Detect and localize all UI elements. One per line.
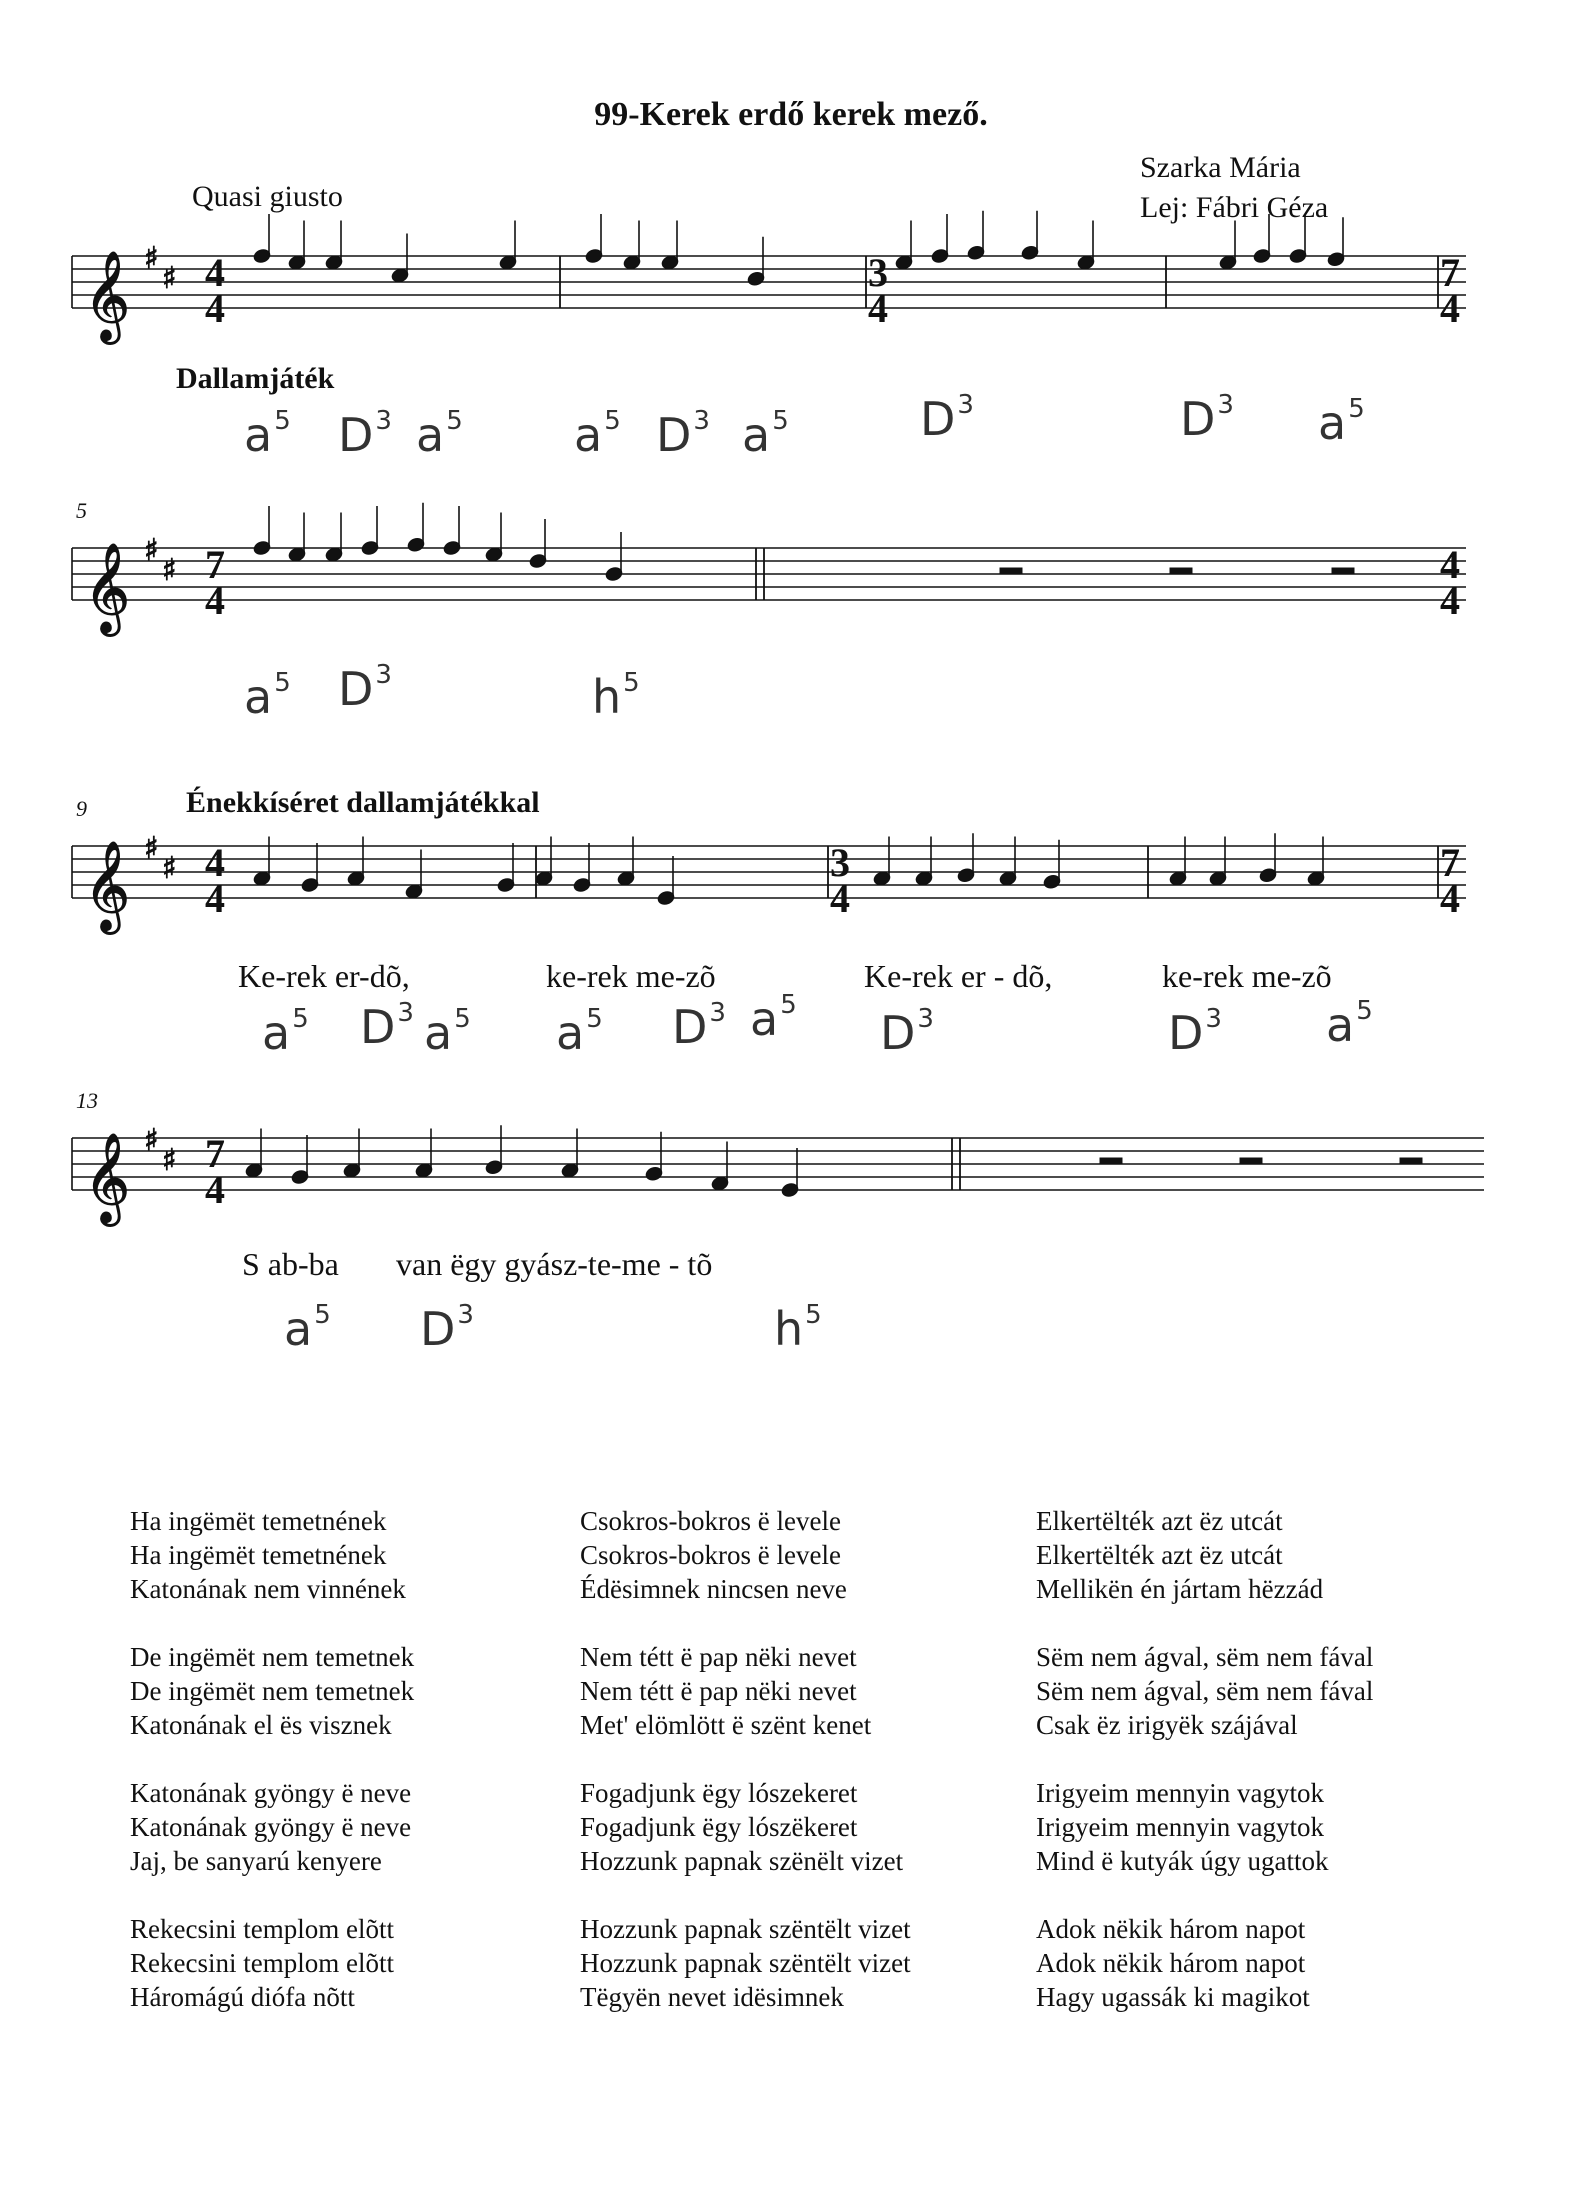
verse-line: Fogadjunk ëgy lószëkeret — [580, 1812, 858, 1842]
time-sig-den: 4 — [205, 578, 225, 623]
chord-mark: $a^5$ — [750, 990, 797, 1046]
chord-mark: $D^3$ — [338, 660, 392, 716]
whole-rest-icon — [1400, 1158, 1422, 1164]
chord-mark: $D^3$ — [338, 406, 392, 462]
section-heading-enekkiseret: Énekkíséret dallamjátékkal — [186, 786, 540, 819]
whole-rest-icon — [1000, 568, 1022, 574]
verse-line: Csokros-bokros ë levele — [580, 1506, 841, 1536]
chord-mark: $D^3$ — [1168, 1004, 1222, 1060]
verse-line: Nem tétt ë pap nëki nevet — [580, 1642, 857, 1672]
treble-clef-icon: 𝄞 — [84, 841, 131, 931]
time-sig-den: 4 — [1440, 578, 1460, 623]
verse-block — [130, 1640, 414, 1742]
chord-mark: $D^3$ — [672, 998, 726, 1054]
sharp-icon: ♯ — [144, 533, 159, 568]
chord-mark: $D^3$ — [1180, 390, 1234, 446]
time-sig-num: 4 — [205, 250, 225, 295]
time-sig-num: 4 — [205, 840, 225, 885]
verse-line: Katonának nem vinnének — [130, 1574, 406, 1604]
verse-line: Hozzunk papnak szëntëlt vizet — [580, 1948, 911, 1978]
time-sig-num: 4 — [1440, 542, 1460, 587]
verse-line: Elkertëlték azt ëz utcát — [1036, 1540, 1283, 1570]
sharp-icon: ♯ — [144, 831, 159, 866]
time-sig-num: 3 — [868, 250, 888, 295]
verse-block — [130, 1504, 406, 1606]
sharp-icon: ♯ — [144, 1123, 159, 1158]
verse-block — [130, 1912, 394, 2014]
chord-mark: $a^5$ — [424, 1004, 471, 1060]
lyric-line: ke-rek me-zõ — [546, 958, 716, 994]
verse-line: De ingëmët nem temetnek — [130, 1676, 415, 1706]
verse-line: Katonának gyöngy ë neve — [130, 1778, 412, 1808]
page-title: 99-Kerek erdő kerek mező. — [594, 96, 988, 133]
chord-mark: $h^5$ — [774, 1300, 822, 1356]
verse-line: Tëgyën nevet idësimnek — [580, 1982, 844, 2012]
time-sig-den: 4 — [205, 876, 225, 921]
verse-line: Ha ingëmët temetnének — [130, 1540, 387, 1570]
time-sig-num: 7 — [205, 542, 225, 587]
sharp-icon: ♯ — [162, 553, 177, 588]
verse-line: Mind ë kutyák úgy ugattok — [1036, 1846, 1329, 1876]
verse-line: Irigyeim mennyin vagytok — [1036, 1778, 1324, 1808]
chord-mark: $a^5$ — [416, 406, 463, 462]
chord-mark: $a^5$ — [556, 1004, 603, 1060]
sharp-icon: ♯ — [162, 851, 177, 886]
measure-number: 9 — [76, 796, 87, 821]
treble-clef-icon: 𝄞 — [84, 543, 131, 633]
sharp-icon: ♯ — [144, 241, 159, 276]
time-sig-num: 7 — [205, 1131, 225, 1176]
chord-mark: $a^5$ — [262, 1004, 309, 1060]
whole-rest-icon — [1240, 1158, 1262, 1164]
chord-mark: $D^3$ — [360, 998, 414, 1054]
lyric-line: Ke-rek er-dõ, — [238, 958, 410, 994]
chord-mark: $D^3$ — [920, 390, 974, 446]
chord-mark: $a^5$ — [1326, 996, 1373, 1052]
lyric-line: Ke-rek er - dõ, — [864, 958, 1053, 994]
whole-rest-icon — [1170, 568, 1192, 574]
verse-block — [580, 1504, 847, 1606]
chord-mark: $a^5$ — [244, 668, 291, 724]
chord-mark: $a^5$ — [284, 1300, 331, 1356]
lyric-line: ke-rek me-zõ — [1162, 958, 1332, 994]
time-sig-den: 4 — [205, 1167, 225, 1212]
sharp-icon: ♯ — [162, 261, 177, 296]
melody-credit: Lej: Fábri Géza — [1140, 191, 1329, 224]
verse-line: Adok nëkik három napot — [1036, 1914, 1306, 1944]
verse-block — [580, 1912, 911, 2014]
verse-line: Adok nëkik három napot — [1036, 1948, 1306, 1978]
lyric-line: S ab-ba — [242, 1246, 339, 1282]
time-sig-num: 7 — [1440, 840, 1460, 885]
verse-line: Katonának gyöngy ë neve — [130, 1812, 412, 1842]
verse-block — [130, 1776, 411, 1878]
time-sig-num: 3 — [830, 840, 850, 885]
verse-block — [1036, 1912, 1310, 2014]
time-sig-group — [205, 250, 1460, 1212]
chord-mark: $D^3$ — [420, 1300, 474, 1356]
verse-line: Sëm nem ágval, sëm nem fával — [1036, 1642, 1374, 1672]
verse-line: Hozzunk papnak szëntëlt vizet — [580, 1914, 911, 1944]
chord-mark: $a^5$ — [742, 406, 789, 462]
time-sig-den: 4 — [830, 876, 850, 921]
verse-line: Irigyeim mennyin vagytok — [1036, 1812, 1324, 1842]
measure-number: 5 — [76, 498, 87, 523]
author-name: Szarka Mária — [1140, 151, 1301, 184]
verse-line: Fogadjunk ëgy lószekeret — [580, 1778, 858, 1808]
measure-number: 13 — [76, 1088, 98, 1113]
verse-block — [580, 1776, 903, 1878]
verse-line: Csak ëz irigyëk szájával — [1036, 1710, 1298, 1740]
time-sig-den: 4 — [1440, 876, 1460, 921]
chord-mark: $D^3$ — [656, 406, 710, 462]
verse-line: Sëm nem ágval, sëm nem fával — [1036, 1676, 1374, 1706]
verse-line: Met' elömlött ë szënt kenet — [580, 1710, 872, 1740]
chord-mark: $D^3$ — [880, 1004, 934, 1060]
chord-mark: $a^5$ — [574, 406, 621, 462]
chord-mark: $h^5$ — [592, 668, 640, 724]
verse-line: Nem tétt ë pap nëki nevet — [580, 1676, 857, 1706]
section-heading-dallamjatek: Dallamjáték — [176, 362, 335, 395]
verse-block — [1036, 1504, 1323, 1606]
verse-line: Katonának el ës visznek — [130, 1710, 392, 1740]
sharp-icon: ♯ — [162, 1143, 177, 1178]
verse-line: Jaj, be sanyarú kenyere — [130, 1846, 382, 1876]
treble-clef-icon: 𝄞 — [84, 1133, 131, 1223]
time-sig-den: 4 — [205, 286, 225, 331]
verse-line: Hagy ugassák ki magikot — [1036, 1982, 1310, 2012]
verse-line: Elkertëlték azt ëz utcát — [1036, 1506, 1283, 1536]
verse-line: Édësimnek nincsen neve — [580, 1574, 847, 1604]
time-sig-num: 7 — [1440, 250, 1460, 295]
lyric-line: van ëgy gyász-te-me - tõ — [396, 1246, 713, 1282]
verse-line: Rekecsini templom elõtt — [130, 1948, 394, 1978]
time-sig-den: 4 — [1440, 286, 1460, 331]
verse-line: Háromágú diófa nõtt — [130, 1982, 355, 2012]
verse-line: Hozzunk papnak szënëlt vizet — [580, 1846, 904, 1876]
time-sig-den: 4 — [868, 286, 888, 331]
verse-line: Mellikën én jártam hëzzád — [1036, 1574, 1324, 1604]
whole-rest-icon — [1100, 1158, 1122, 1164]
chord-mark: $a^5$ — [1318, 394, 1365, 450]
verse-line: Csokros-bokros ë levele — [580, 1540, 841, 1570]
verse-line: Ha ingëmët temetnének — [130, 1506, 387, 1536]
treble-clef-icon: 𝄞 — [84, 251, 131, 341]
verse-line: Rekecsini templom elõtt — [130, 1914, 394, 1944]
verse-block — [1036, 1640, 1373, 1742]
verse-block — [1036, 1776, 1328, 1878]
whole-rest-icon — [1332, 568, 1354, 574]
verse-block — [580, 1640, 871, 1742]
verse-line: De ingëmët nem temetnek — [130, 1642, 415, 1672]
chord-mark: $a^5$ — [244, 406, 291, 462]
tempo-marking: Quasi giusto — [192, 180, 343, 213]
